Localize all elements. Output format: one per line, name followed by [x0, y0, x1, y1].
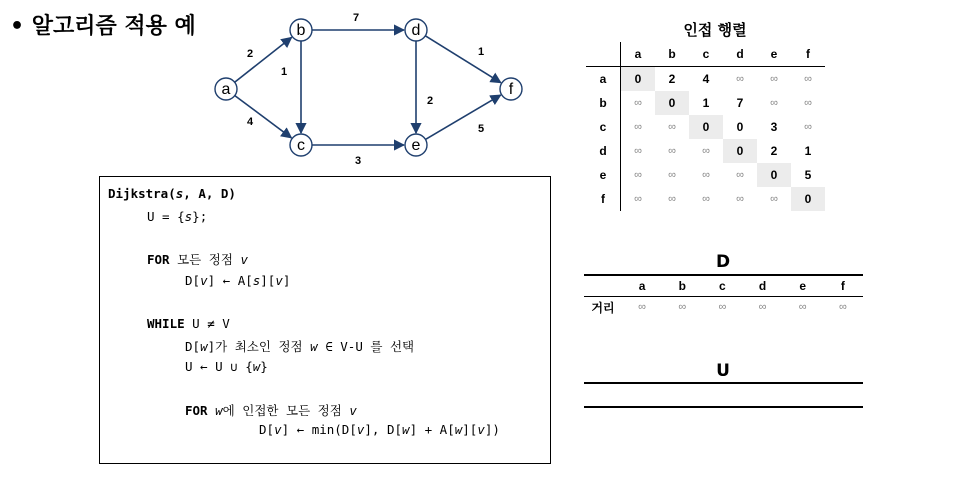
- adjacency-cell: ∞: [804, 121, 812, 133]
- adjacency-cell: ∞: [770, 73, 778, 85]
- code-line-add-to-u: [185, 359, 268, 374]
- adjacency-cell: 2: [770, 144, 778, 158]
- distance-cell: ∞: [838, 301, 847, 313]
- adjacency-cell: 0: [621, 67, 656, 92]
- adjacency-row-header: d: [586, 139, 621, 163]
- distance-table-title: D: [715, 252, 731, 272]
- code-keyword: FOR: [147, 252, 170, 267]
- adjacency-cell: 7: [736, 96, 744, 110]
- adjacency-row: [586, 139, 825, 163]
- adjacency-cell: 0: [791, 187, 825, 211]
- adjacency-cell: 5: [804, 168, 812, 182]
- adjacency-row-header: a: [586, 67, 621, 92]
- edge-d-f: [425, 36, 500, 83]
- code-token: v: [240, 252, 248, 267]
- adjacency-col-header: f: [791, 42, 825, 67]
- code-line-while: [147, 316, 230, 331]
- adjacency-matrix: [586, 42, 825, 211]
- pseudocode-box: [99, 176, 551, 464]
- edge-weight-label: 2: [246, 47, 254, 60]
- adjacency-cell: ∞: [770, 193, 778, 205]
- set-u-bottom-rule: [584, 406, 863, 408]
- adjacency-cell: ∞: [770, 97, 778, 109]
- code-keyword: FOR: [185, 403, 208, 418]
- code-token: v: [356, 422, 365, 437]
- code-token: v: [200, 273, 208, 288]
- adjacency-cell: ∞: [668, 145, 676, 157]
- node-label: c: [297, 137, 305, 155]
- adjacency-col-header: d: [723, 42, 757, 67]
- code-token: v: [274, 422, 282, 437]
- code-token: s: [175, 186, 184, 201]
- code-token: U ← U ∪ {: [185, 359, 253, 374]
- adjacency-cell: ∞: [634, 169, 642, 181]
- adjacency-cell: 0: [689, 115, 723, 139]
- adjacency-cell: 3: [770, 120, 778, 134]
- distance-table: [584, 274, 863, 317]
- node-label: f: [508, 81, 514, 99]
- adjacency-cell: 0: [655, 91, 689, 115]
- adjacency-cell: 1: [804, 144, 812, 158]
- distance-cell: ∞: [758, 301, 767, 313]
- code-token: v: [275, 273, 283, 288]
- adjacency-cell: ∞: [702, 193, 710, 205]
- adjacency-header-row: [586, 42, 825, 67]
- distance-row: [584, 297, 863, 318]
- adjacency-row: [586, 67, 825, 92]
- edge-weight-label: 1: [477, 45, 485, 58]
- code-token: ] ← min(D[: [281, 422, 357, 437]
- distance-col-header: d: [758, 279, 767, 293]
- code-token: w: [252, 359, 261, 374]
- adjacency-row-header: e: [586, 163, 621, 187]
- adjacency-row: [586, 91, 825, 115]
- code-token: w: [402, 422, 410, 437]
- adjacency-cell: ∞: [668, 193, 676, 205]
- distance-col-header: b: [678, 279, 686, 293]
- code-line-for-adjacent: [185, 401, 357, 419]
- distance-col-header: e: [799, 279, 807, 293]
- code-token: ] + A[: [409, 422, 455, 437]
- code-token: 모든 정점: [169, 252, 241, 267]
- code-token: w: [454, 422, 463, 437]
- set-u-title: U: [716, 361, 730, 381]
- adjacency-col-header: c: [689, 42, 723, 67]
- edge-weight-label: 7: [352, 11, 360, 24]
- code-token: v: [477, 422, 485, 437]
- code-token: ][: [462, 422, 478, 437]
- node-label: d: [411, 22, 421, 40]
- adjacency-cell: 0: [736, 120, 744, 134]
- distance-cell: ∞: [798, 301, 807, 313]
- code-token: D[: [185, 273, 201, 288]
- set-u-top-rule: [584, 382, 863, 384]
- adjacency-cell: 0: [757, 163, 791, 187]
- code-token: 에 인접한 모든 정점: [222, 403, 350, 418]
- adjacency-cell: ∞: [634, 97, 642, 109]
- code-token: w: [207, 403, 223, 418]
- code-token: ∈ V-U 를 선택: [317, 339, 415, 354]
- code-token: ], D[: [364, 422, 403, 437]
- adjacency-row: [586, 187, 825, 211]
- code-token: D[: [259, 422, 275, 437]
- node-label: a: [221, 81, 231, 99]
- adjacency-col-header: a: [621, 42, 656, 67]
- code-line-init-u: [147, 209, 207, 224]
- code-token: ]가 최소인 정점: [207, 339, 311, 354]
- node-label: b: [296, 22, 306, 40]
- edge-a-c: [235, 96, 292, 138]
- adjacency-cell: 0: [723, 139, 757, 163]
- edge-weight-label: 4: [246, 115, 254, 128]
- code-token: }: [260, 359, 268, 374]
- code-line-for-all: [147, 250, 248, 268]
- code-token: U = {: [147, 209, 185, 224]
- code-keyword: WHILE: [147, 316, 185, 331]
- code-token: ] ← A[: [207, 273, 253, 288]
- adjacency-cell: ∞: [736, 169, 744, 181]
- adjacency-cell: ∞: [804, 97, 812, 109]
- distance-col-header: c: [719, 279, 726, 293]
- edge-weight-label: 1: [280, 65, 288, 78]
- distance-header-row: [584, 275, 863, 297]
- adjacency-cell: ∞: [668, 169, 676, 181]
- edge-weight-label: 2: [426, 94, 434, 107]
- adjacency-cell: ∞: [736, 73, 744, 85]
- code-token: ]): [484, 422, 500, 437]
- node-label: e: [411, 137, 421, 155]
- adjacency-cell: ∞: [804, 73, 812, 85]
- adjacency-row-header: f: [586, 187, 621, 211]
- adjacency-cell: 4: [702, 72, 710, 86]
- distance-cell: ∞: [718, 301, 727, 313]
- distance-corner: [584, 275, 622, 297]
- adjacency-row-header: b: [586, 91, 621, 115]
- code-token: D[: [185, 339, 201, 354]
- distance-cell: ∞: [638, 301, 646, 313]
- code-token: Dijkstra(: [108, 186, 176, 201]
- distance-row-label: 거리: [591, 300, 615, 315]
- code-token: ][: [260, 273, 276, 288]
- adjacency-col-header: e: [757, 42, 791, 67]
- code-line-init-d: [185, 273, 290, 288]
- code-token: w: [310, 339, 318, 354]
- adjacency-cell: ∞: [668, 121, 676, 133]
- code-line-relax: [259, 422, 500, 437]
- code-token: ]: [282, 273, 291, 288]
- code-token: w: [200, 339, 208, 354]
- adjacency-corner: [586, 42, 621, 67]
- code-token: s: [252, 273, 261, 288]
- adjacency-row: [586, 115, 825, 139]
- edge-weight-label: 3: [354, 154, 362, 167]
- code-token: , A, D): [183, 186, 236, 201]
- code-token: v: [349, 403, 357, 418]
- code-token: };: [192, 209, 208, 224]
- weighted-directed-graph: [0, 0, 560, 175]
- adjacency-row: [586, 163, 825, 187]
- adjacency-cell: ∞: [702, 145, 710, 157]
- adjacency-row-header: c: [586, 115, 621, 139]
- adjacency-cell: ∞: [736, 193, 744, 205]
- distance-cell: ∞: [678, 301, 687, 313]
- code-token: U ≠ V: [184, 316, 230, 331]
- adjacency-cell: ∞: [634, 193, 642, 205]
- adjacency-cell: ∞: [634, 145, 642, 157]
- slide-title: • 알고리즘 적용 예: [10, 14, 196, 39]
- code-token: s: [184, 209, 193, 224]
- adjacency-cell: ∞: [702, 169, 710, 181]
- edge-weight-label: 5: [477, 122, 485, 135]
- distance-col-header: f: [840, 279, 845, 293]
- adjacency-cell: 2: [668, 72, 676, 86]
- code-line-signature: [108, 186, 236, 201]
- edge-e-f: [425, 95, 500, 139]
- code-line-select-min: [185, 337, 414, 355]
- adjacency-matrix-title: 인접 행렬: [683, 21, 747, 39]
- adjacency-col-header: b: [655, 42, 689, 67]
- adjacency-cell: ∞: [634, 121, 642, 133]
- distance-col-header: a: [638, 279, 646, 293]
- adjacency-cell: 1: [702, 96, 710, 110]
